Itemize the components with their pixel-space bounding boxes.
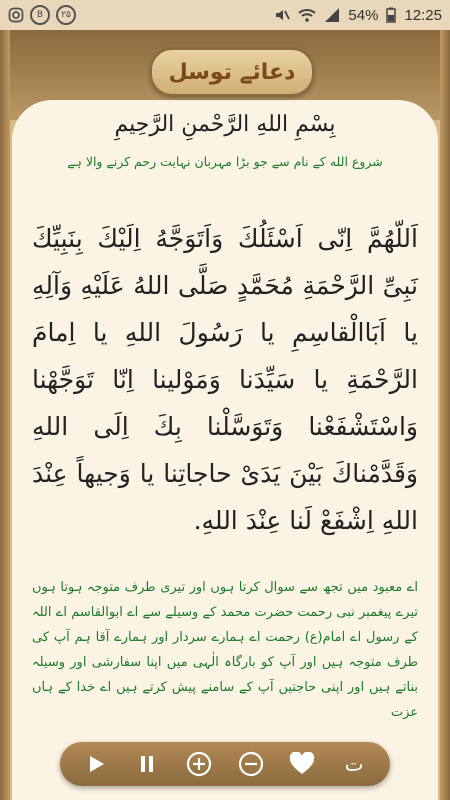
wifi-icon bbox=[298, 7, 316, 23]
clock: 12:25 bbox=[404, 6, 442, 24]
battery-icon bbox=[386, 7, 396, 23]
dua-translation: اے معبود میں تجھ سے سوال کرتا ہوں اور تیری طرف متوجہ ہوتا ہوں تیرے پیغمبر نبی رحمت حضرت محمد کے وسیلے سے اے ابوالقاسم اے اللہ کے رسول اے امام(ع) رحمت اے ہمارے سردار اور ہمارے آقا ہم آپ کی طرف متوجہ ہیں اور آپ کو بارگاہ الٰہی میں اپنا سفارشی اور وسیلہ بناتے ہیں اور اپنی حاجتیں آپ کے سامنے پیش کرتے ہیں اے خدا کے ہاں عزت bbox=[32, 580, 418, 720]
instagram-icon bbox=[8, 7, 24, 23]
zoom-in-icon bbox=[186, 751, 212, 777]
audio-toolbar bbox=[60, 742, 390, 786]
frame-right bbox=[440, 30, 450, 800]
badge-b: B bbox=[30, 5, 50, 25]
zoom-out-icon bbox=[238, 751, 264, 777]
pause-icon bbox=[136, 753, 158, 775]
font-button[interactable] bbox=[336, 746, 372, 782]
play-button[interactable] bbox=[78, 746, 114, 782]
favorite-button[interactable] bbox=[284, 746, 320, 782]
frame-left bbox=[0, 30, 10, 800]
bismillah-translation: شروع الله کے نام سے جو بڑا مہربان نہایت رحم کرنے والا ہے bbox=[67, 154, 383, 169]
zoom-in-button[interactable] bbox=[181, 746, 217, 782]
status-right bbox=[274, 7, 442, 24]
battery-percent: 54% bbox=[348, 6, 379, 24]
content-panel[interactable] bbox=[12, 100, 438, 800]
status-left bbox=[8, 5, 76, 25]
play-icon bbox=[85, 753, 107, 775]
heart-icon bbox=[289, 752, 315, 776]
dua-arabic-text: اَللّهُمَّ اِنّى اَسْئَلُكَ وَاَتَوَجَّهُ اِلَيْكَ بِنَبِيِّكَ نَبِىِّ الرَّحْمَةِ مُحَمَّدٍ صَلَّى اللهُ عَلَيْهِ وَآلِهِ يا اَبَاالْقاسِمِ يا رَسُولَ اللهِ يا اِمامَ الرَّحْمَةِ يا سَيِّدَنا وَمَوْلينا اِنّا تَوَجَّهْنا وَاسْتَشْفَعْنا وَتَوَسَّلْنا بِكَ اِلَى اللهِ وَقَدَّمْناكَ بَيْنَ يَدَىْ حاجاتِنا يا وَجيهاً عِنْدَ اللهِ اِشْفَعْ لَنا عِنْدَ اللهِ. bbox=[32, 224, 418, 535]
mute-icon bbox=[274, 7, 290, 23]
page-title: دعائے توسل bbox=[150, 48, 314, 96]
pause-button[interactable] bbox=[129, 746, 165, 782]
zoom-out-button[interactable] bbox=[233, 746, 269, 782]
badge-number: ۲۵ bbox=[56, 5, 76, 25]
signal-icon bbox=[324, 7, 340, 23]
bismillah: بِسْمِ اللهِ الرَّحْمنِ الرَّحِيمِ bbox=[114, 112, 336, 137]
status-bar bbox=[0, 0, 450, 30]
font-icon: ت bbox=[344, 752, 364, 776]
